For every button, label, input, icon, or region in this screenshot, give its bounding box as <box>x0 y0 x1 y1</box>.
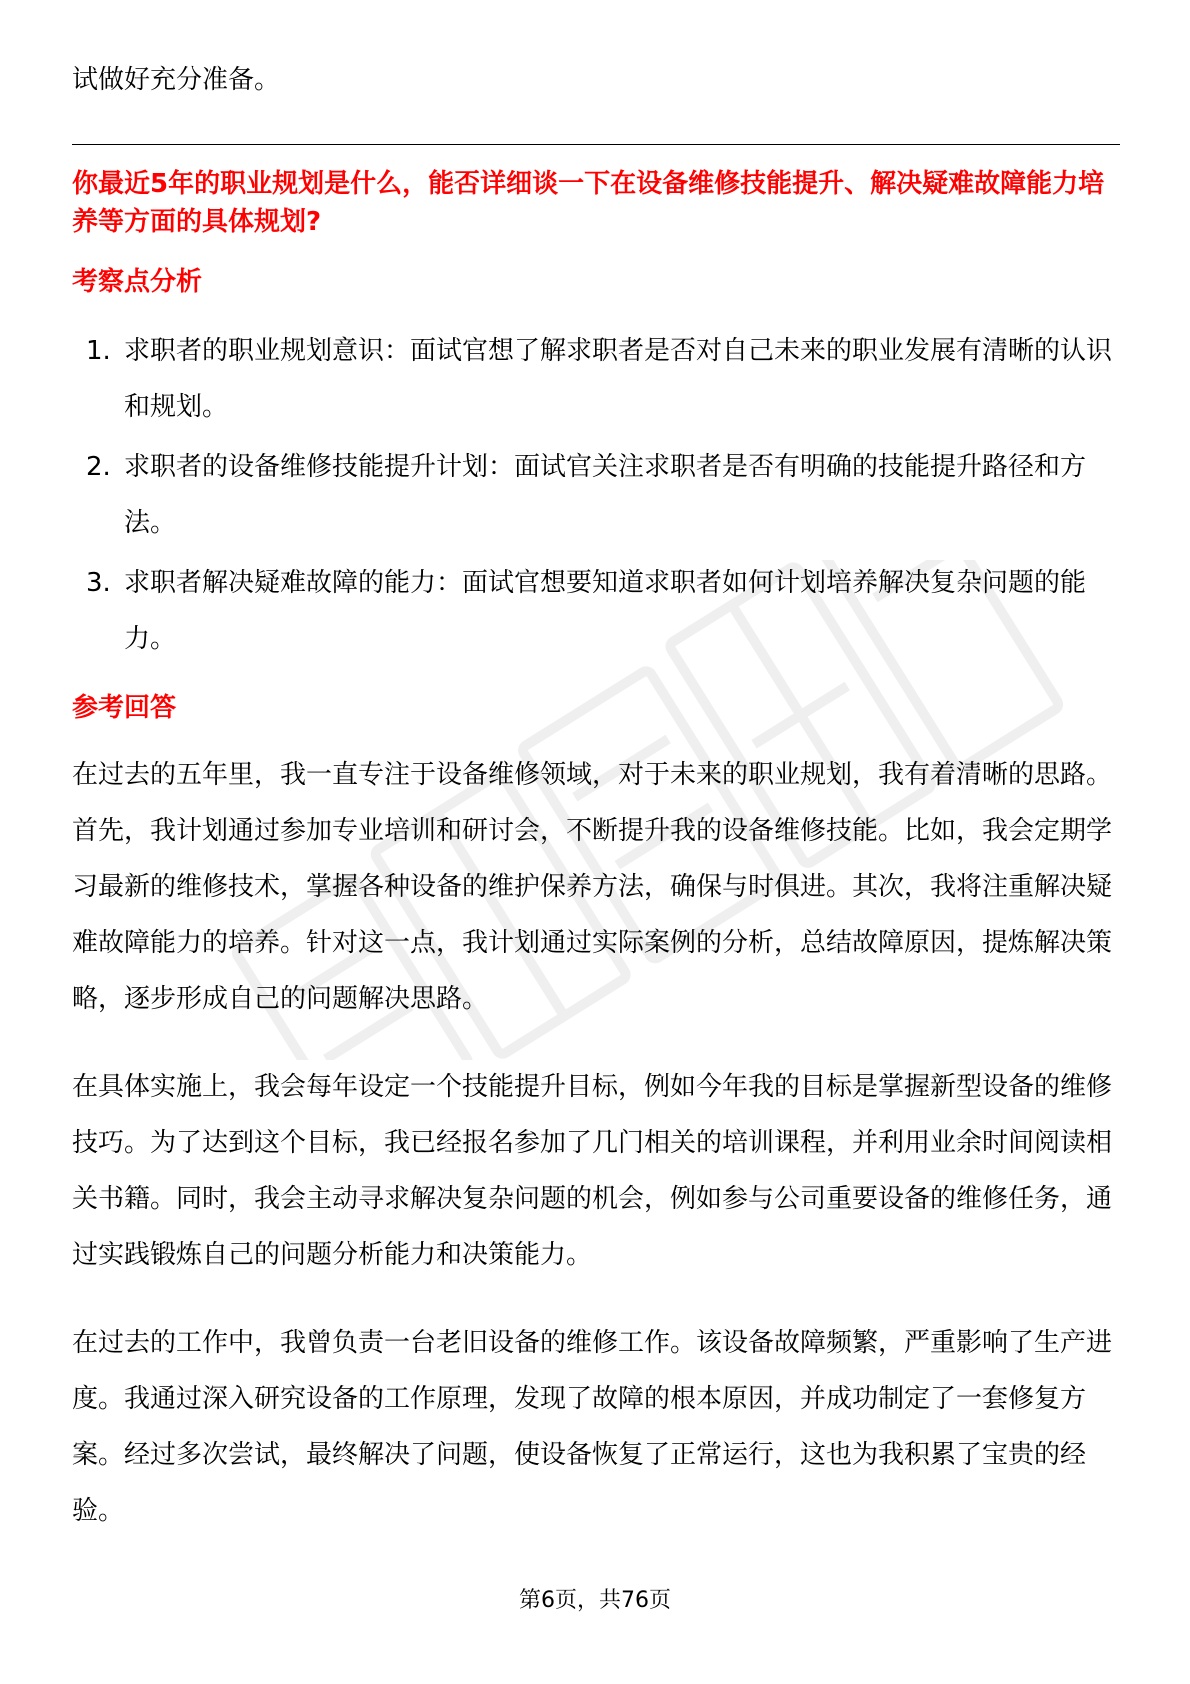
analysis-heading: 考察点分析 <box>72 267 203 297</box>
list-item <box>72 439 1120 551</box>
analysis-points-list <box>72 323 1120 667</box>
answer-paragraph: 在过去的工作中，我曾负责一台老旧设备的维修工作。该设备故障频繁，严重影响了生产进度。我通过深入研究设备的工作原理，发现了故障的根本原因，并成功制定了一套修复方案。经过多次尝试，最终解决了问题，使设备恢复了正常运行，这也为我积累了宝贵的经验。 <box>72 1328 1113 1526</box>
list-item-text: 求职者的设备维修技能提升计划：面试官关注求职者是否有明确的技能提升路径和方法。 <box>124 452 1087 538</box>
list-item-number: 1. <box>86 336 111 366</box>
interview-question: 你最近5年的职业规划是什么，能否详细谈一下在设备维修技能提升、解决疑难故障能力培养等方面的具体规划? <box>72 169 1105 237</box>
list-item-number: 3. <box>86 568 111 598</box>
answer-heading: 参考回答 <box>72 693 177 723</box>
answer-paragraph: 在具体实施上，我会每年设定一个技能提升目标，例如今年我的目标是掌握新型设备的维修技巧。为了达到这个目标，我已经报名参加了几门相关的培训课程，并利用业余时间阅读相关书籍。同时，我会主动寻求解决复杂问题的机会，例如参与公司重要设备的维修任务，通过实践锻炼自己的问题分析能力和决策能力。 <box>72 1072 1113 1270</box>
section-divider <box>72 144 1120 145</box>
page-content <box>72 60 1120 1539</box>
page-number-footer: 第6页，共76页 <box>519 1588 671 1613</box>
list-item <box>72 555 1120 667</box>
intro-text: 试做好充分准备。 <box>72 65 281 95</box>
list-item-text: 求职者解决疑难故障的能力：面试官想要知道求职者如何计划培养解决复杂问题的能力。 <box>124 568 1087 654</box>
list-item <box>72 323 1120 435</box>
list-item-text: 求职者的职业规划意识：面试官想了解求职者是否对自己未来的职业发展有清晰的认识和规划。 <box>124 336 1113 422</box>
list-item-number: 2. <box>86 452 111 482</box>
answer-paragraph: 在过去的五年里，我一直专注于设备维修领域，对于未来的职业规划，我有着清晰的思路。首先，我计划通过参加专业培训和研讨会，不断提升我的设备维修技能。比如，我会定期学习最新的维修技术，掌握各种设备的维护保养方法，确保与时俱进。其次，我将注重解决疑难故障能力的培养。针对这一点，我计划通过实际案例的分析，总结故障原因，提炼解决策略，逐步形成自己的问题解决思路。 <box>72 760 1113 1014</box>
